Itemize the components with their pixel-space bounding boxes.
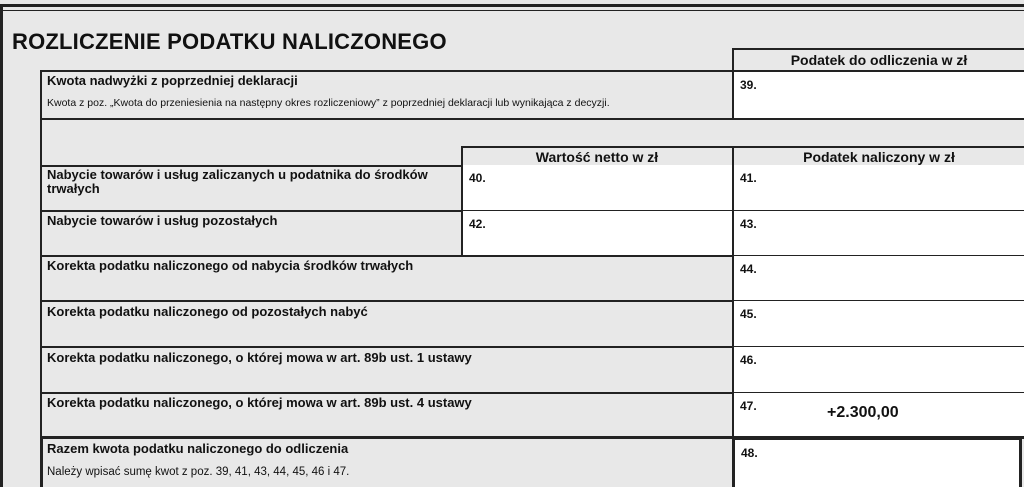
field-43[interactable] [732, 211, 1024, 255]
row-48-note: Należy wpisać sumę kwot z poz. 39, 41, 43, 44, 45, 46 i 47. [47, 466, 350, 478]
left-edge [0, 4, 3, 487]
field-47-number: 47. [740, 399, 757, 413]
row-40-label: Nabycie towarów i usług zaliczanych u podatnika do środków trwałych [47, 167, 428, 196]
row-44-label: Korekta podatku naliczonego od nabycia środków trwałych [47, 258, 414, 273]
row-47-label: Korekta podatku naliczonego, o której mowa w art. 89b ust. 4 ustawy [47, 395, 472, 410]
top-rule-thin [0, 10, 1024, 11]
field-43-number: 43. [740, 217, 757, 231]
field-40[interactable] [461, 165, 733, 211]
field-46[interactable] [732, 347, 1024, 392]
field-44[interactable] [732, 256, 1024, 301]
top-rule [0, 4, 1024, 7]
field-40-number: 40. [469, 171, 486, 185]
field-47-value: +2.300,00 [827, 404, 899, 421]
field-48-number: 48. [741, 446, 758, 460]
deduction-header: Podatek do odliczenia w zł [790, 52, 968, 68]
tax-input-header: Podatek naliczony w zł [803, 149, 955, 165]
total-left-thick [40, 437, 43, 487]
field-47[interactable] [732, 393, 1024, 437]
field-45-number: 45. [740, 307, 757, 321]
field-48[interactable] [732, 437, 1022, 487]
row-46-label: Korekta podatku naliczonego, o której mowa w art. 89b ust. 1 ustawy [47, 350, 472, 365]
field-39-number: 39. [740, 78, 757, 92]
row-42-label: Nabycie towarów i usług pozostałych [47, 213, 278, 228]
form-title: ROZLICZENIE PODATKU NALICZONEGO [12, 29, 447, 54]
row-39-note: Kwota z poz. „Kwota do przeniesienia na następny okres rozliczeniowy” z poprzedniej deklaracji lub wynikająca z decyzji. [47, 97, 610, 109]
field-42[interactable] [461, 211, 733, 255]
field-39[interactable] [732, 70, 1024, 118]
row-39-label: Kwota nadwyżki z poprzedniej deklaracji [47, 73, 298, 88]
row-48-label: Razem kwota podatku naliczonego do odliczenia [47, 441, 349, 456]
field-41-number: 41. [740, 171, 757, 185]
row-39-bottom [40, 118, 1024, 120]
field-42-number: 42. [469, 217, 486, 231]
row-45-label: Korekta podatku naliczonego od pozostałych nabyć [47, 304, 368, 319]
net-value-header: Wartość netto w zł [535, 149, 659, 165]
field-46-number: 46. [740, 353, 757, 367]
field-45[interactable] [732, 301, 1024, 346]
field-44-number: 44. [740, 262, 757, 276]
field-41[interactable] [732, 165, 1024, 211]
